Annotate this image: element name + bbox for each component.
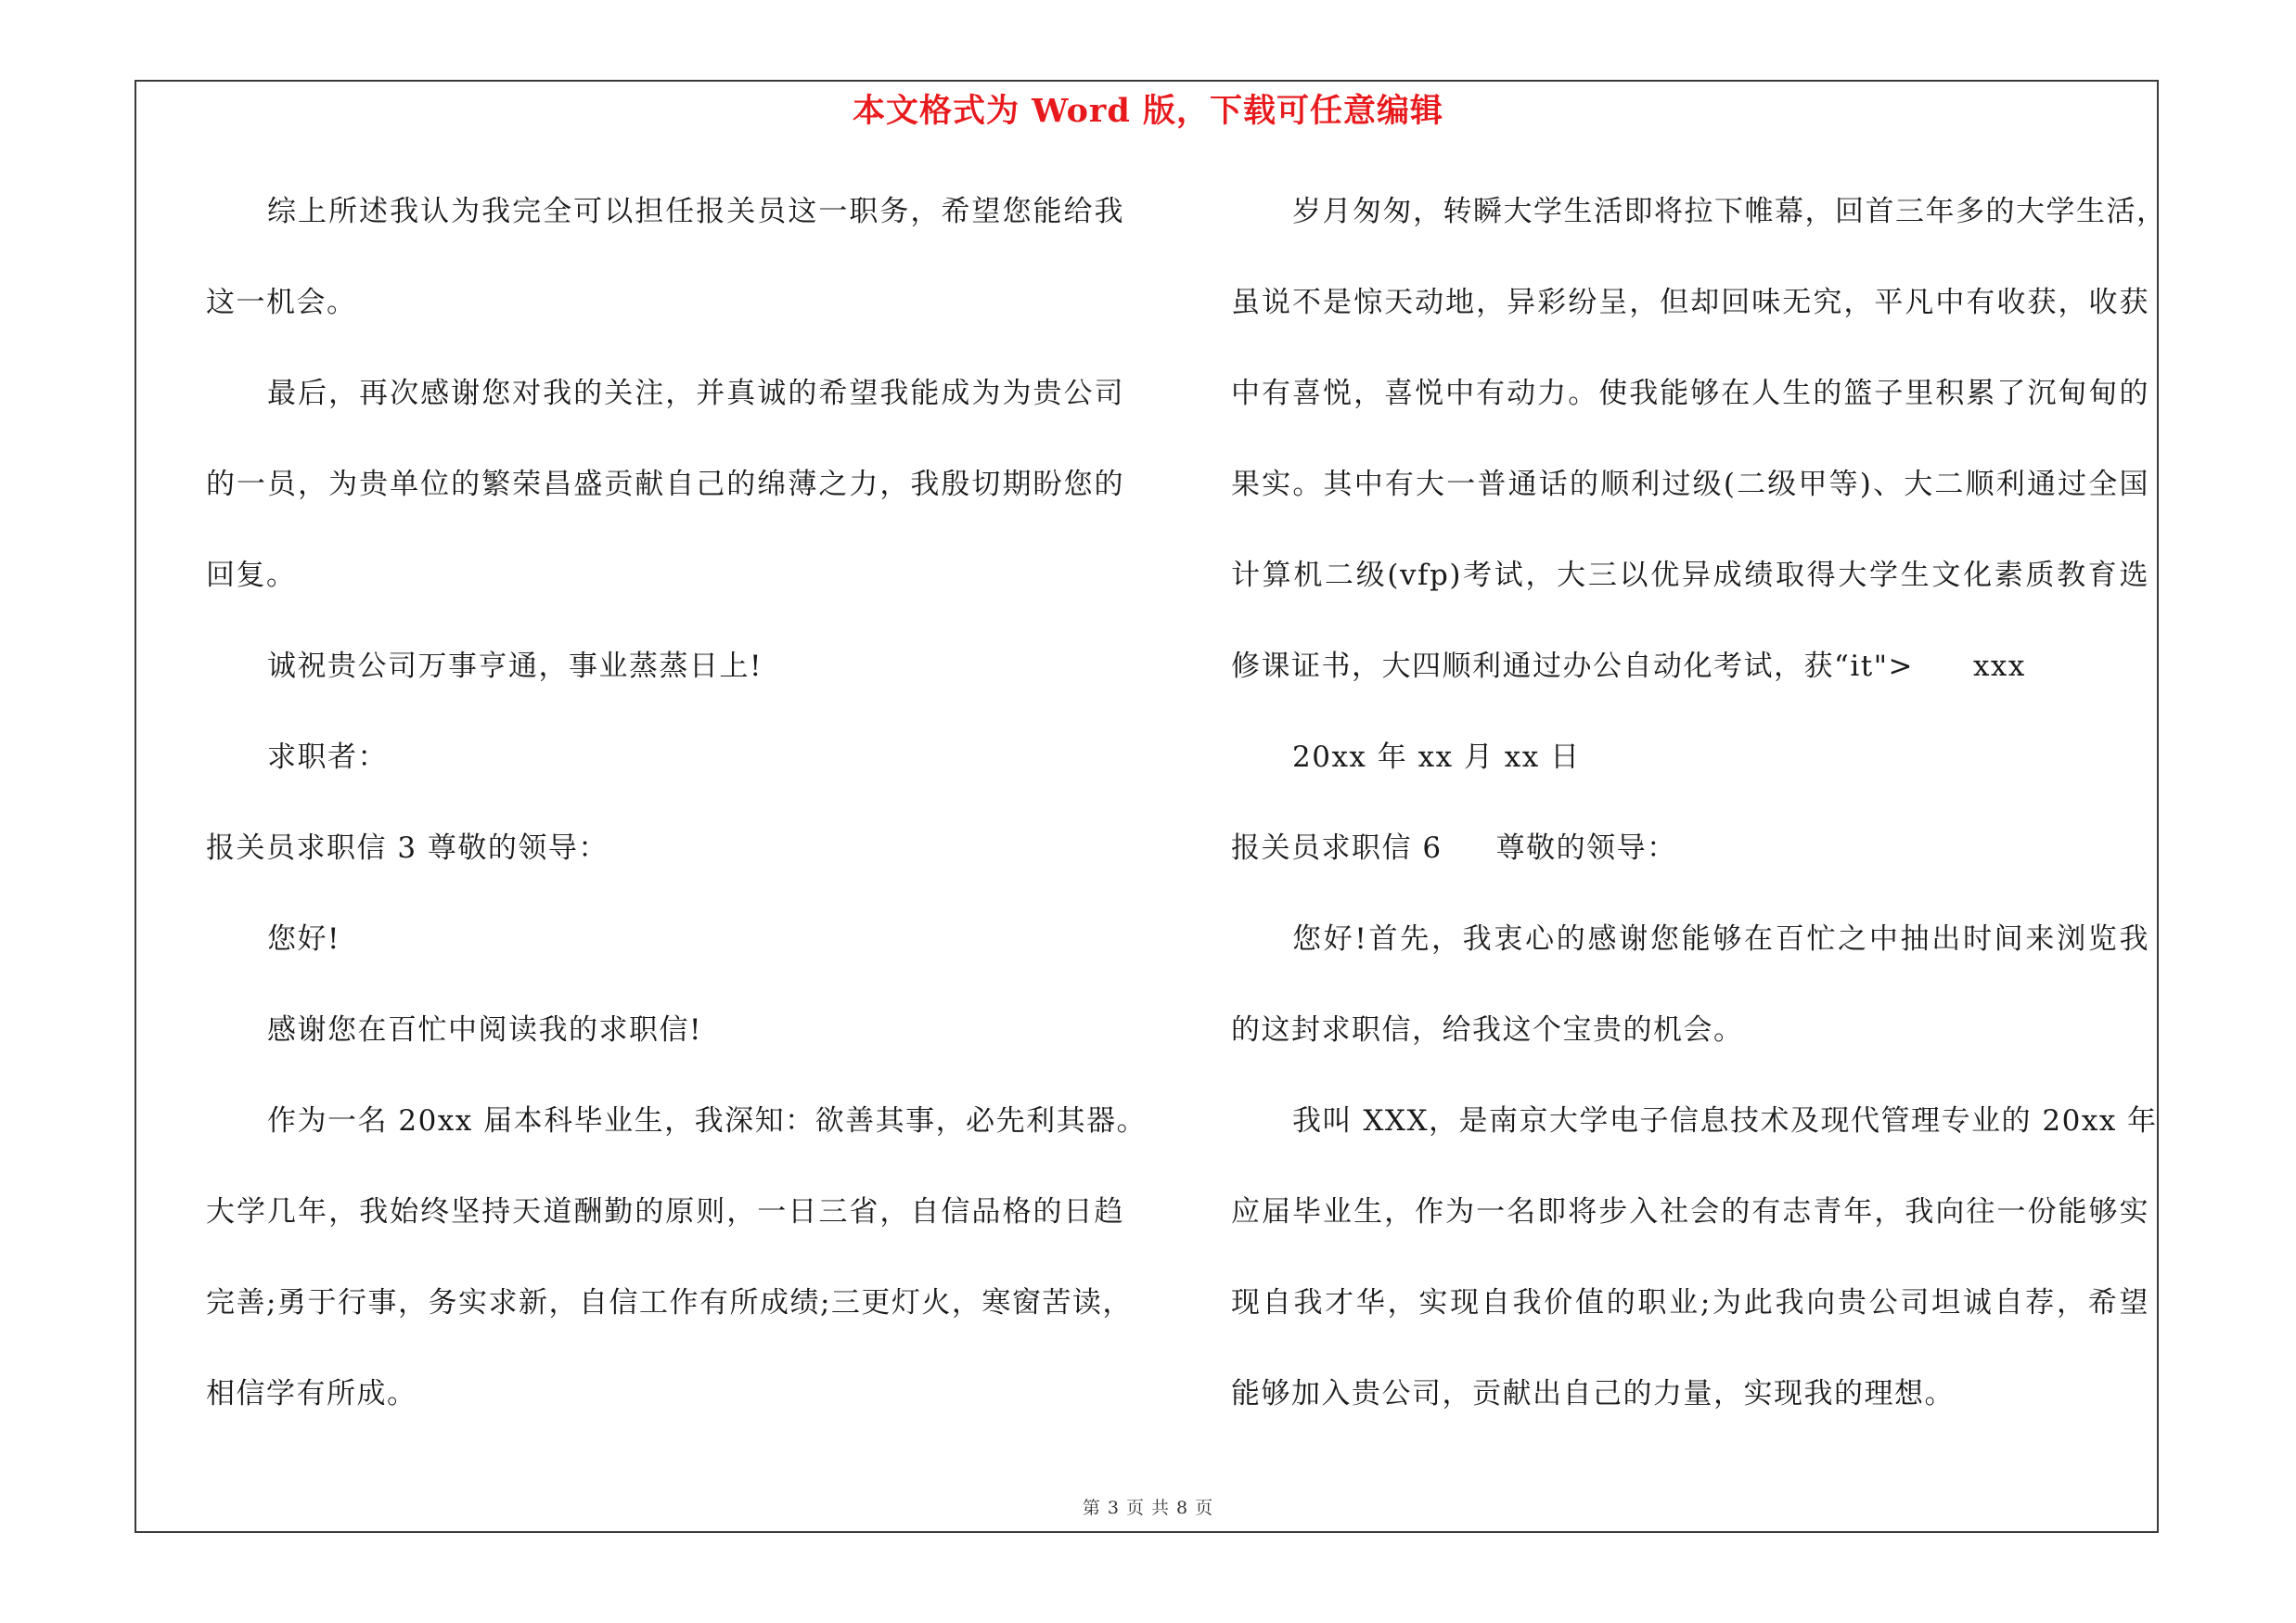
paragraph-line: 的一员，为贵单位的繁荣昌盛贡献自己的绵薄之力，我殷切期盼您的	[206, 468, 1124, 501]
letter-heading: 报关员求职信 3 尊敬的领导：	[206, 831, 609, 865]
paragraph-line: 综上所述我认为我完全可以担任报关员这一职务，希望您能给我	[267, 195, 1124, 228]
paragraph-line: 大学几年，我始终坚持天道酬勤的原则，一日三省，自信品格的日趋	[206, 1195, 1124, 1229]
paragraph-line	[1231, 638, 2149, 729]
paragraph-line: 的这封求职信，给我这个宝贵的机会。	[1231, 1013, 1744, 1047]
right-column	[1231, 184, 2167, 1457]
letter-date: 20xx 年 xx 月 xx 日	[1292, 741, 1581, 774]
paragraph-line: 虽说不是惊天动地，异彩纷呈，但却回味无究，平凡中有收获，收获	[1231, 286, 2149, 319]
closing-wish: 诚祝贵公司万事亨通，事业蒸蒸日上!	[267, 650, 763, 683]
format-notice-banner: 本文格式为 Word 版，下载可任意编辑	[852, 92, 1444, 130]
letter-heading	[1231, 820, 2149, 911]
paragraph-line: 应届毕业生，作为一名即将步入社会的有志青年，我向往一份能够实	[1231, 1195, 2149, 1229]
paragraph-line: 感谢您在百忙中阅读我的求职信!	[267, 1013, 702, 1047]
signature-name: xxx	[1972, 650, 2026, 683]
paragraph-line: 这一机会。	[206, 286, 357, 319]
paragraph-line: 最后，再次感谢您对我的关注，并真诚的希望我能成为为贵公司	[267, 377, 1124, 410]
left-column	[206, 184, 1148, 1457]
signature-label: 求职者：	[267, 741, 388, 774]
paragraph-line: 岁月匆匆，转瞬大学生活即将拉下帷幕，回首三年多的大学生活，	[1292, 195, 2167, 228]
letter-title: 报关员求职信 6	[1231, 831, 1443, 865]
paragraph-line: 中有喜悦，喜悦中有动力。使我能够在人生的篮子里积累了沉甸甸的	[1231, 377, 2149, 410]
paragraph-line: 作为一名 20xx 届本科毕业生，我深知：欲善其事，必先利其器。	[267, 1104, 1148, 1138]
paragraph-text: 修课证书，大四顺利通过办公自动化考试，获“it">	[1231, 650, 1914, 683]
paragraph-line: 相信学有所成。	[206, 1377, 417, 1410]
paragraph-line: 我叫 XXX，是南京大学电子信息技术及现代管理专业的 20xx 年	[1292, 1104, 2158, 1138]
paragraph-line: 计算机二级(vfp)考试，大三以优异成绩取得大学生文化素质教育选	[1231, 559, 2149, 592]
paragraph-line: 果实。其中有大一普通话的顺利过级(二级甲等)、大二顺利通过全国	[1231, 468, 2149, 501]
paragraph-line: 完善;勇于行事，务实求新，自信工作有所成绩;三更灯火，寒窗苦读，	[206, 1286, 1133, 1320]
salutation: 尊敬的领导：	[1495, 831, 1677, 865]
paragraph-line: 您好!首先，我衷心的感谢您能够在百忙之中抽出时间来浏览我	[1292, 922, 2149, 956]
paragraph-line: 回复。	[206, 559, 297, 592]
page-number-footer: 第 3 页 共 8 页	[1082, 1498, 1214, 1518]
paragraph-line: 现自我才华，实现自我价值的职业;为此我向贵公司坦诚自荐，希望	[1231, 1286, 2149, 1320]
greeting: 您好!	[267, 922, 340, 956]
paragraph-line: 能够加入贵公司，贡献出自己的力量，实现我的理想。	[1231, 1377, 1955, 1410]
